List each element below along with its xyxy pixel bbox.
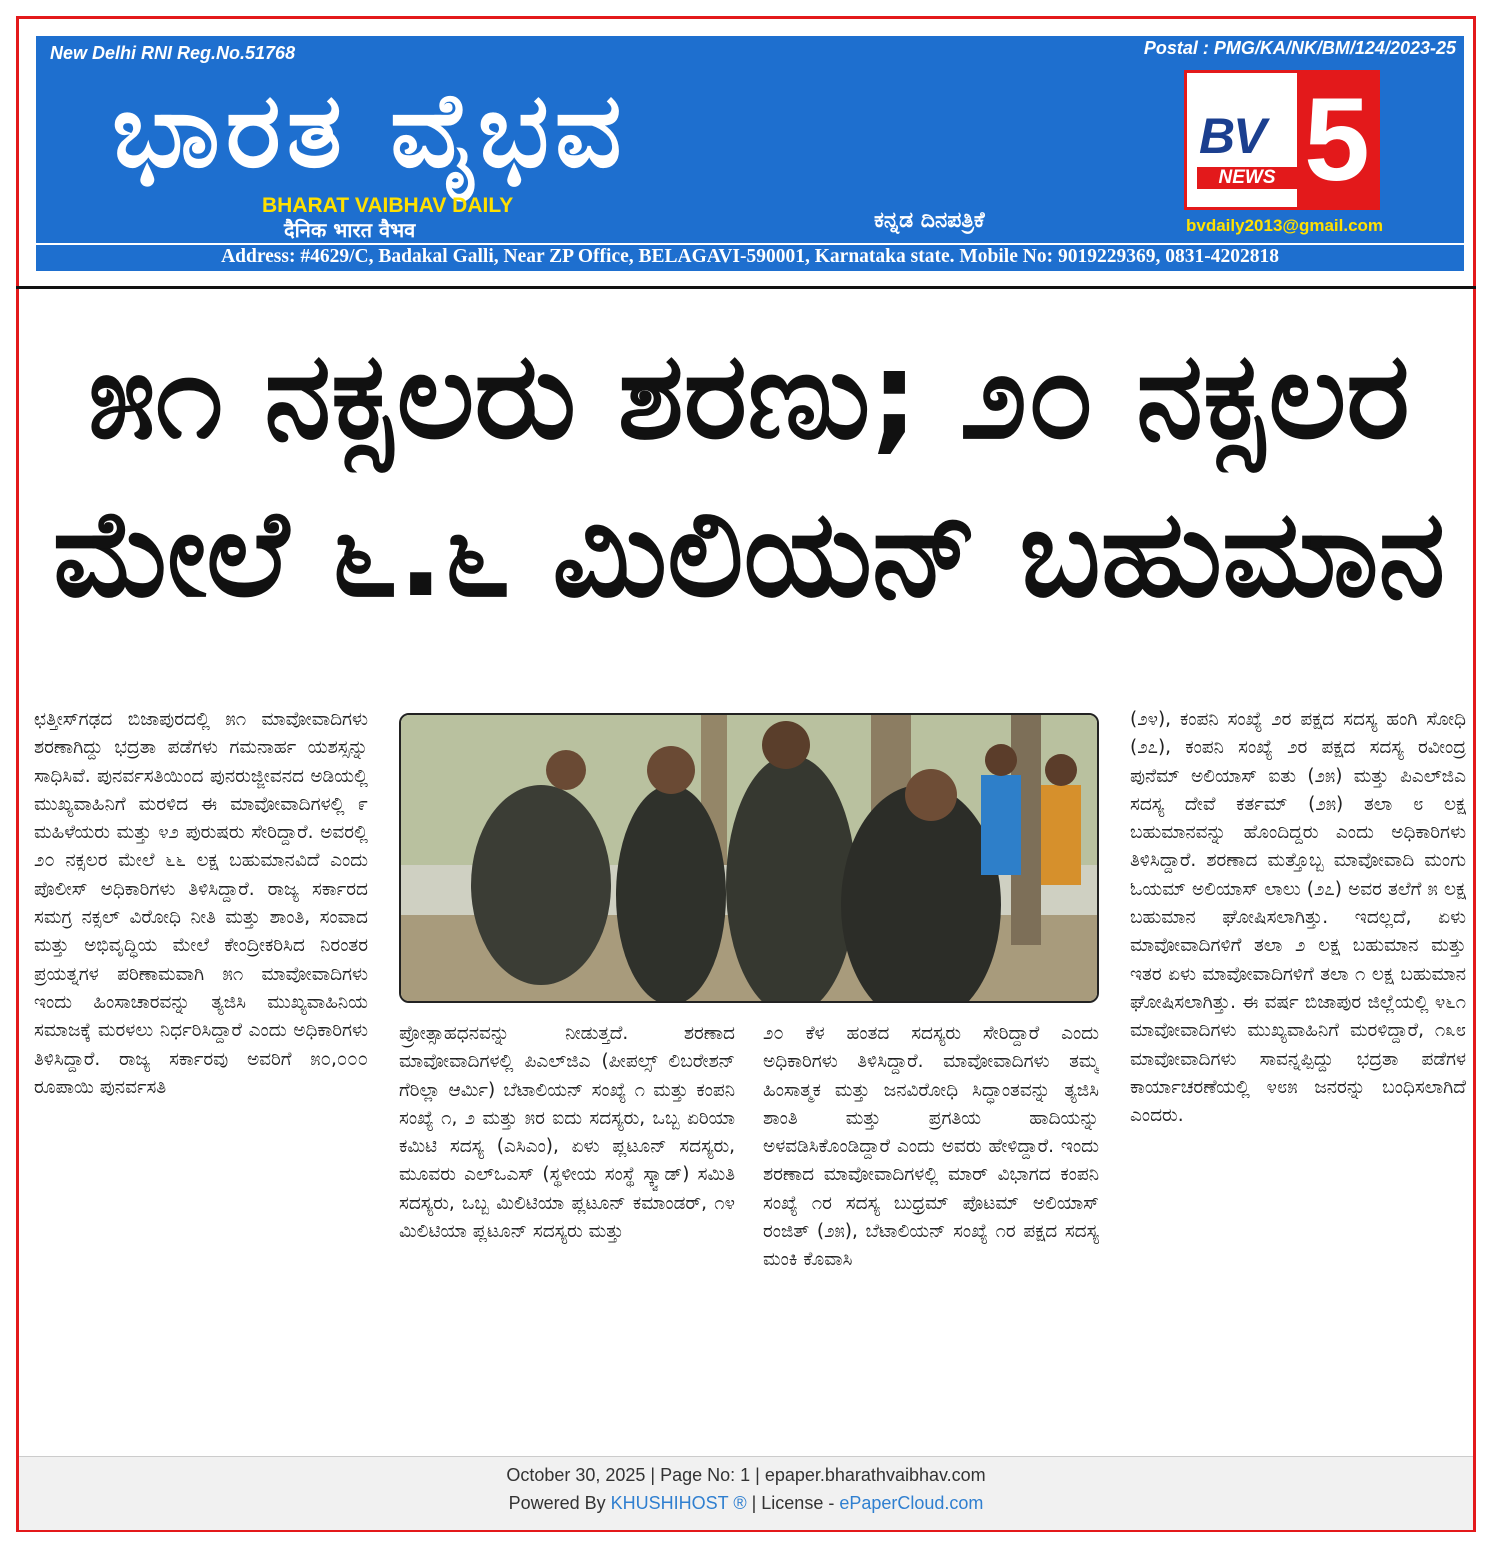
headline-line-1: ೫೧ ನಕ್ಸಲರು ಶರಣು; ೨೦ ನಕ್ಸಲರ — [88, 327, 1410, 466]
license-link[interactable]: ePaperCloud.com — [839, 1493, 984, 1513]
article-column-2: ಪ್ರೋತ್ಸಾಹಧನವನ್ನು ನೀಡುತ್ತದೆ. ಶರಣಾದ ಮಾವೋವಾದಿಗಳಲ್ಲಿ ಪಿಎಲ್‌ಜಿಎ (ಪೀಪಲ್ಸ್ ಲಿಬರೇಶನ್ ಗೆರಿಲ್ಲಾ ಆರ್ಮಿ) ಬೆಟಾಲಿಯನ್ ಸಂಖ್ಯೆ ೧ ಮತ್ತು ಕಂಪನಿ ಸಂಖ್ಯೆ ೧, ೨ ಮತ್ತು ೫ರ ಐದು ಸದಸ್ಯರು, ಒಬ್ಬ ಏರಿಯಾ ಕಮಿಟಿ ಸದಸ್ಯ (ಎಸಿಎಂ), ಏಳು ಪ್ಲಟೂನ್ ಸದಸ್ಯರು, ಮೂವರು ಎಲ್‌ಒಎಸ್ (ಸ್ಥಳೀಯ ಸಂಸ್ಥೆ ಸ್ಕ್ವಾಡ್) ಸಮಿತಿ ಸದಸ್ಯರು, ಒಬ್ಬ ಮಿಲಿಟಿಯಾ ಪ್ಲಟೂನ್ ಕಮಾಂಡರ್, ೧೪ ಮಿಲಿಟಿಯಾ ಪ್ಲಟೂನ್ ಸದಸ್ಯರು ಮತ್ತು — [399, 1023, 735, 1243]
postal-number: Postal : PMG/KA/NK/BM/124/2023-25 — [1143, 38, 1456, 58]
bv5-news-logo — [1184, 70, 1380, 210]
footer-credits — [19, 1493, 1473, 1514]
masthead — [36, 36, 1464, 271]
photo-illustration — [401, 715, 1097, 1001]
newspaper-hindi-name: दैनिक भारत वैभव — [284, 218, 416, 242]
article-column-1: ಛತ್ತೀಸ್‌ಗಢದ ಬಿಜಾಪುರದಲ್ಲಿ ೫೧ ಮಾವೋವಾದಿಗಳು ಶರಣಾಗಿದ್ದು ಭದ್ರತಾ ಪಡೆಗಳು ಗಮನಾರ್ಹ ಯಶಸ್ಸನ್ನು ಸಾಧಿಸಿವೆ. ಪುನರ್ವಸತಿಯಿಂದ ಪುನರುಜ್ಜೀವನದ ಅಡಿಯಲ್ಲಿ ಮುಖ್ಯವಾಹಿನಿಗೆ ಮರಳಿದ ಈ ಮಾವೋವಾದಿಗಳಲ್ಲಿ ೯ ಮಹಿಳೆಯರು ಮತ್ತು ೪೨ ಪುರುಷರು ಸೇರಿದ್ದಾರೆ. ಅವರಲ್ಲಿ ೨೦ ನಕ್ಸಲರ ಮೇಲೆ ೬೬ ಲಕ್ಷ ಬಹುಮಾನವಿದೆ ಎಂದು ಪೊಲೀಸ್ ಅಧಿಕಾರಿಗಳು ತಿಳಿಸಿದ್ದಾರೆ. ರಾಜ್ಯ ಸರ್ಕಾರದ ಸಮಗ್ರ ನಕ್ಸಲ್ ವಿರೋಧಿ ನೀತಿ ಮತ್ತು ಶಾಂತಿ, ಸಂವಾದ ಮತ್ತು ಅಭಿವೃದ್ಧಿಯ ಮೇಲೆ ಕೇಂದ್ರೀಕರಿಸಿದ ನಿರಂತರ ಪ್ರಯತ್ನಗಳ ಪರಿಣಾಮವಾಗಿ ೫೧ ಮಾವೋವಾದಿಗಳು ಇಂದು ಹಿಂಸಾಚಾರವನ್ನು ತ್ಯಜಿಸಿ ಮುಖ್ಯವಾಹಿನಿಯ ಸಮಾಜಕ್ಕೆ ಮರಳಲು ನಿರ್ಧರಿಸಿದ್ದಾರೆ ಎಂದು ಅಧಿಕಾರಿಗಳು ತಿಳಿಸಿದ್ದಾರೆ. ರಾಜ್ಯ ಸರ್ಕಾರವು ಅವರಿಗೆ ೫೦,೦೦೦ ರೂಪಾಯಿ ಪುನರ್ವಸತಿ — [34, 709, 368, 1098]
kannada-daily-label: ಕನ್ನಡ ದಿನಪತ್ರಿಕೆ — [874, 208, 985, 233]
license-label: | License - — [751, 1493, 835, 1513]
article-headline — [30, 318, 1468, 634]
logo-five-text: 5 — [1297, 73, 1377, 207]
article-column-4: (೨೪), ಕಂಪನಿ ಸಂಖ್ಯೆ ೨ರ ಪಕ್ಷದ ಸದಸ್ಯ ಹಂಗಿ ಸೋಧಿ (೨೭), ಕಂಪನಿ ಸಂಖ್ಯೆ ೨ರ ಪಕ್ಷದ ಸದಸ್ಯ ರವೀಂದ್ರ ಪುನೆಮ್ ಅಲಿಯಾಸ್ ಐತು (೨೫) ಮತ್ತು ಪಿಎಲ್‌ಜಿಎ ಸದಸ್ಯ ದೇವೆ ಕರ್ತಮ್ (೨೫) ತಲಾ ೮ ಲಕ್ಷ ಬಹುಮಾನವನ್ನು ಹೊಂದಿದ್ದರು ಎಂದು ಅಧಿಕಾರಿಗಳು ತಿಳಿಸಿದ್ದಾರೆ. ಶರಣಾದ ಮತ್ತೊಬ್ಬ ಮಾವೋವಾದಿ ಮಂಗು ಓಯಮ್ ಅಲಿಯಾಸ್ ಲಾಲು (೨೭) ಅವರ ತಲೆಗೆ ೫ ಲಕ್ಷ ಬಹುಮಾನ ಘೋಷಿಸಲಾಗಿತ್ತು. ಇದಲ್ಲದೆ, ಏಳು ಮಾವೋವಾದಿಗಳಿಗೆ ತಲಾ ೨ ಲಕ್ಷ ಬಹುಮಾನ ಮತ್ತು ಇತರ ಏಳು ಮಾವೋವಾದಿಗಳಿಗೆ ತಲಾ ೧ ಲಕ್ಷ ಬಹುಮಾನ ಘೋಷಿಸಲಾಗಿತ್ತು. ಈ ವರ್ಷ ಬಿಜಾಪುರ ಜಿಲ್ಲೆಯಲ್ಲಿ ೪೬೧ ಮಾವೋವಾದಿಗಳು ಮುಖ್ಯವಾಹಿನಿಗೆ ಮರಳಿದ್ದಾರೆ, ೧೩೮ ಮಾವೋವಾದಿಗಳು ಸಾವನ್ನಪ್ಪಿದ್ದು ಭದ್ರತಾ ಪಡೆಗಳ ಕಾರ್ಯಾಚರಣೆಯಲ್ಲಿ ೪೮೫ ಜನರನ್ನು ಬಂಧಿಸಲಾಗಿದೆ ಎಂದರು. — [1130, 709, 1466, 1127]
newspaper-english-name: BHARAT VAIBHAV DAILY — [262, 194, 514, 217]
host-link[interactable]: KHUSHIHOST ® — [610, 1493, 747, 1513]
powered-by-label: Powered By — [508, 1493, 606, 1513]
rni-number: New Delhi RNI Reg.No.51768 — [50, 43, 296, 63]
article-column-3: ೨೦ ಕೆಳ ಹಂತದ ಸದಸ್ಯರು ಸೇರಿದ್ದಾರೆ ಎಂದು ಅಧಿಕಾರಿಗಳು ತಿಳಿಸಿದ್ದಾರೆ. ಮಾವೋವಾದಿಗಳು ತಮ್ಮ ಹಿಂಸಾತ್ಮಕ ಮತ್ತು ಜನವಿರೋಧಿ ಸಿದ್ಧಾಂತವನ್ನು ತ್ಯಜಿಸಿ ಶಾಂತಿ ಮತ್ತು ಪ್ರಗತಿಯ ಹಾದಿಯನ್ನು ಅಳವಡಿಸಿಕೊಂಡಿದ್ದಾರೆ ಎಂದು ಅವರು ಹೇಳಿದ್ದಾರೆ. ಇಂದು ಶರಣಾದ ಮಾವೋವಾದಿಗಳಲ್ಲಿ ಮಾರ್ ವಿಭಾಗದ ಕಂಪನಿ ಸಂಖ್ಯೆ ೧ರ ಸದಸ್ಯ ಬುಧ್ರಮ್ ಪೊಟಮ್ ಅಲಿಯಾಸ್ ರಂಜಿತ್ (೨೫), ಬೆಟಾಲಿಯನ್ ಸಂಖ್ಯೆ ೧ರ ಪಕ್ಷದ ಸದಸ್ಯ ಮಂಕಿ ಕೊವಾಸಿ — [763, 1023, 1099, 1271]
logo-news-text: NEWS — [1197, 167, 1297, 189]
address-bar: Address: #4629/C, Badakal Galli, Near ZP Office, BELAGAVI-590001, Karnataka state. Mobile No: 9019229369, 0831-4202818 — [36, 243, 1464, 269]
page-footer — [19, 1456, 1473, 1530]
logo-bv-text: BV — [1199, 108, 1265, 164]
masthead-rule — [16, 286, 1476, 289]
contact-email: bvdaily2013@gmail.com — [1186, 216, 1384, 235]
article-photo — [399, 713, 1099, 1003]
headline-line-2: ಮೇಲೆ ೬.೬ ಮಿಲಿಯನ್ ಬಹುಮಾನ — [52, 485, 1446, 624]
footer-date-page: October 30, 2025 | Page No: 1 | epaper.bharathvaibhav.com — [506, 1465, 986, 1485]
newspaper-title: ಭಾರತ ವೈಭವ — [112, 69, 628, 191]
